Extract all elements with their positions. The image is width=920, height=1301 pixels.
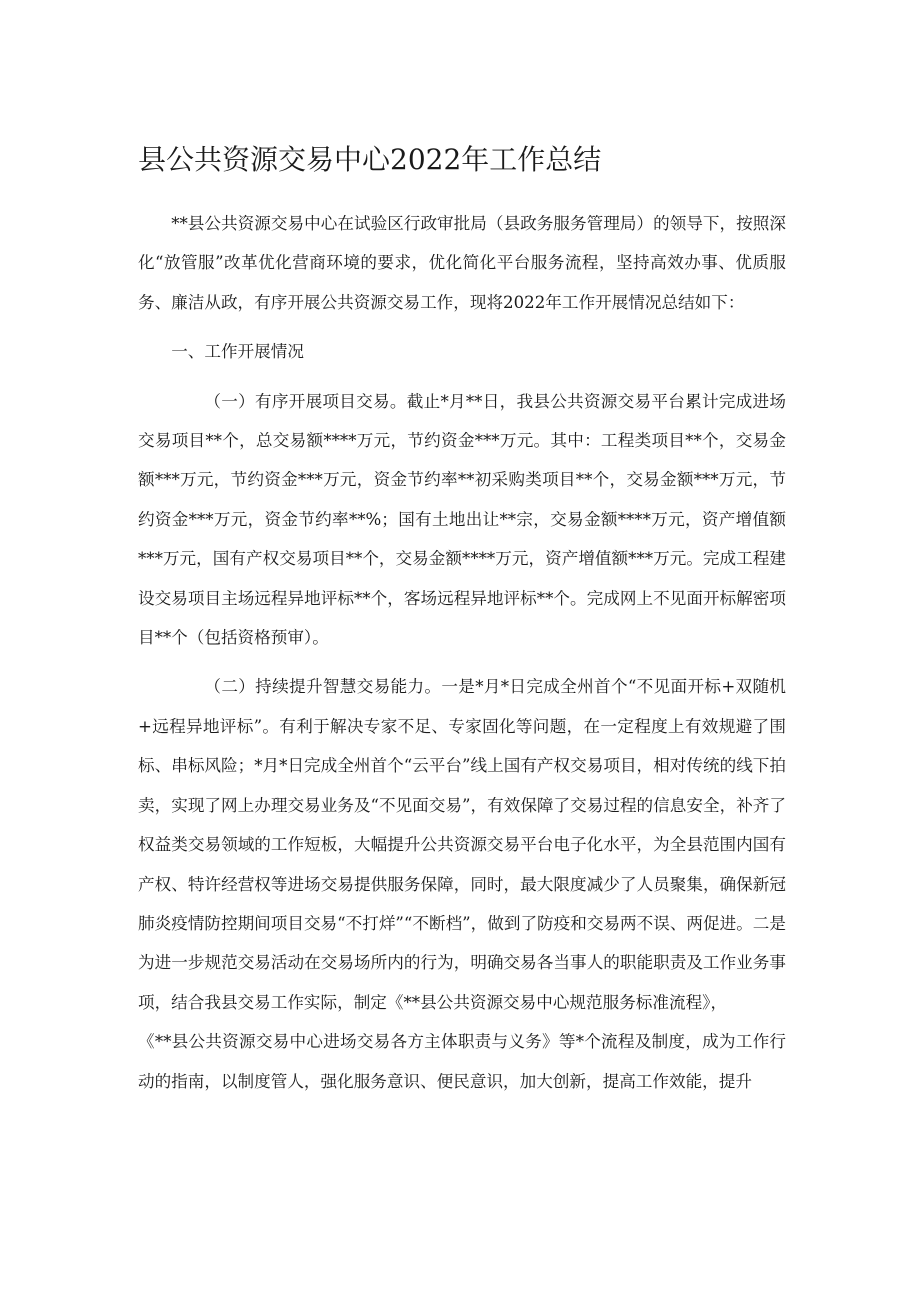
- document-body: [138, 204, 786, 1101]
- item-2-paragraph: （二）持续提升智慧交易能力。一是*月*日完成全州首个“不见面开标+双随机+远程异地评标”。有利于解决专家不足、专家固化等问题，在一定程度上有效规避了围标、串标风险；*月*日完成全州首个“云平台”线上国有产权交易项目，相对传统的线下拍卖，实现了网上办理交易业务及“不见面交易”，有效保障了交易过程的信息安全，补齐了权益类交易领域的工作短板，大幅提升公共资源交易平台电子化水平，为全县范围内国有产权、特许经营权等进场交易提供服务保障，同时，最大限度减少了人员聚集，确保新冠肺炎疫情防控期间项目交易“不打烊”“不断档”，做到了防疫和交易两不误、两促进。二是为进一步规范交易活动在交易场所内的行为，明确交易各当事人的职能职责及工作业务事项，结合我县交易工作实际，制定《**县公共资源交易中心规范服务标准流程》，: [138, 677, 786, 1012]
- section-heading: 一、工作开展情况: [171, 342, 304, 362]
- intro-paragraph: **县公共资源交易中心在试验区行政审批局（县政务服务管理局）的领导下，按照深化“放管服”改革优化营商环境的要求，优化简化平台服务流程，坚持高效办事、优质服务、廉洁从政，有序开展公共资源交易工作，现将2022年工作开展情况总结如下：: [138, 214, 786, 312]
- item-2-continuation: 《**县公共资源交易中心进场交易各方主体职责与义务》等*个流程及制度，成为工作行动的指南，以制度管人，强化服务意识、便民意识，加大创新，提高工作效能，提升: [138, 1032, 786, 1091]
- item-1-paragraph: （一）有序开展项目交易。截止*月**日，我县公共资源交易平台累计完成进场交易项目**个，总交易额****万元，节约资金***万元。其中：工程类项目**个，交易金额***万元，节约资金***万元，资金节约率**初采购类项目**个，交易金额***万元，节约资金***万元，资金节约率**%；国有土地出让**宗，交易金额****万元，资产增值额***万元，国有产权交易项目**个，交易金额****万元，资产增值额***万元。完成工程建设交易项目主场远程异地评标**个，客场远程异地评标**个。完成网上不见面开标解密项目**个（包括资格预审）。: [138, 391, 786, 648]
- document-title: 县公共资源交易中心2022年工作总结: [138, 143, 602, 176]
